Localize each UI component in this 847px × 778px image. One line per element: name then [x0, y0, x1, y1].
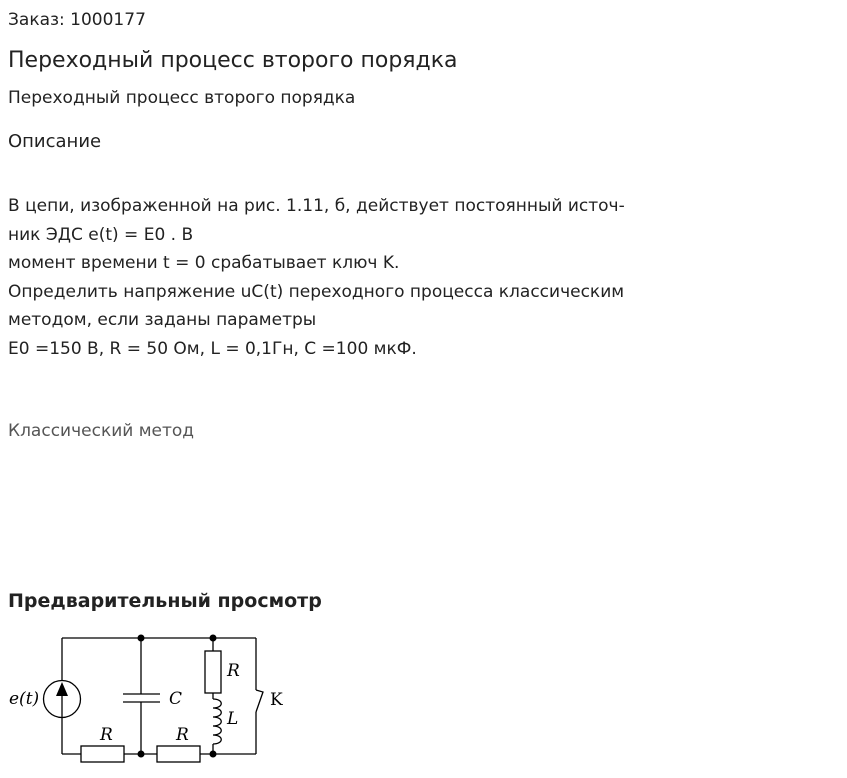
resistor-vertical-icon [205, 651, 221, 693]
description-line: ник ЭДС e(t) = E0 . В [8, 224, 194, 245]
resistor-top-label: R [227, 661, 240, 681]
description-text [8, 192, 728, 364]
junction-dot [138, 751, 145, 758]
order-number: Заказ: 1000177 [8, 10, 146, 30]
description-line: момент времени t = 0 срабатывает ключ K. [8, 253, 400, 274]
page-title: Переходный процесс второго порядка [8, 48, 458, 73]
resistor-bottom-left-icon [81, 746, 124, 762]
junction-dot [138, 635, 145, 642]
circuit-diagram [0, 620, 300, 778]
description-line: В цепи, изображенной на рис. 1.11, б, действует постоянный источ- [8, 196, 625, 216]
junction-dot [210, 635, 217, 642]
description-line: E0 =150 В, R = 50 Ом, L = 0,1Гн, С =100 мкФ. [8, 338, 417, 359]
resistor-bottom-left-label: R [100, 725, 113, 745]
preview-heading: Предварительный просмотр [8, 590, 322, 612]
resistor-bottom-right-label: R [176, 725, 189, 745]
junction-dot [210, 751, 217, 758]
resistor-bottom-right-icon [157, 746, 200, 762]
method-label: Классический метод [8, 421, 195, 441]
source-label: e(t) [9, 689, 40, 709]
description-line: методом, если заданы параметры [8, 310, 317, 331]
switch-icon [256, 690, 263, 712]
description-heading: Описание [8, 131, 102, 152]
source-arrow-icon [56, 682, 68, 696]
capacitor-label: C [169, 689, 183, 709]
inductor-label: L [227, 709, 239, 729]
description-line: Определить напряжение uC(t) переходного процесса классическим [8, 281, 625, 302]
page-subtitle: Переходный процесс второго порядка [8, 88, 356, 108]
switch-label: K [270, 690, 283, 710]
inductor-icon [213, 699, 221, 744]
